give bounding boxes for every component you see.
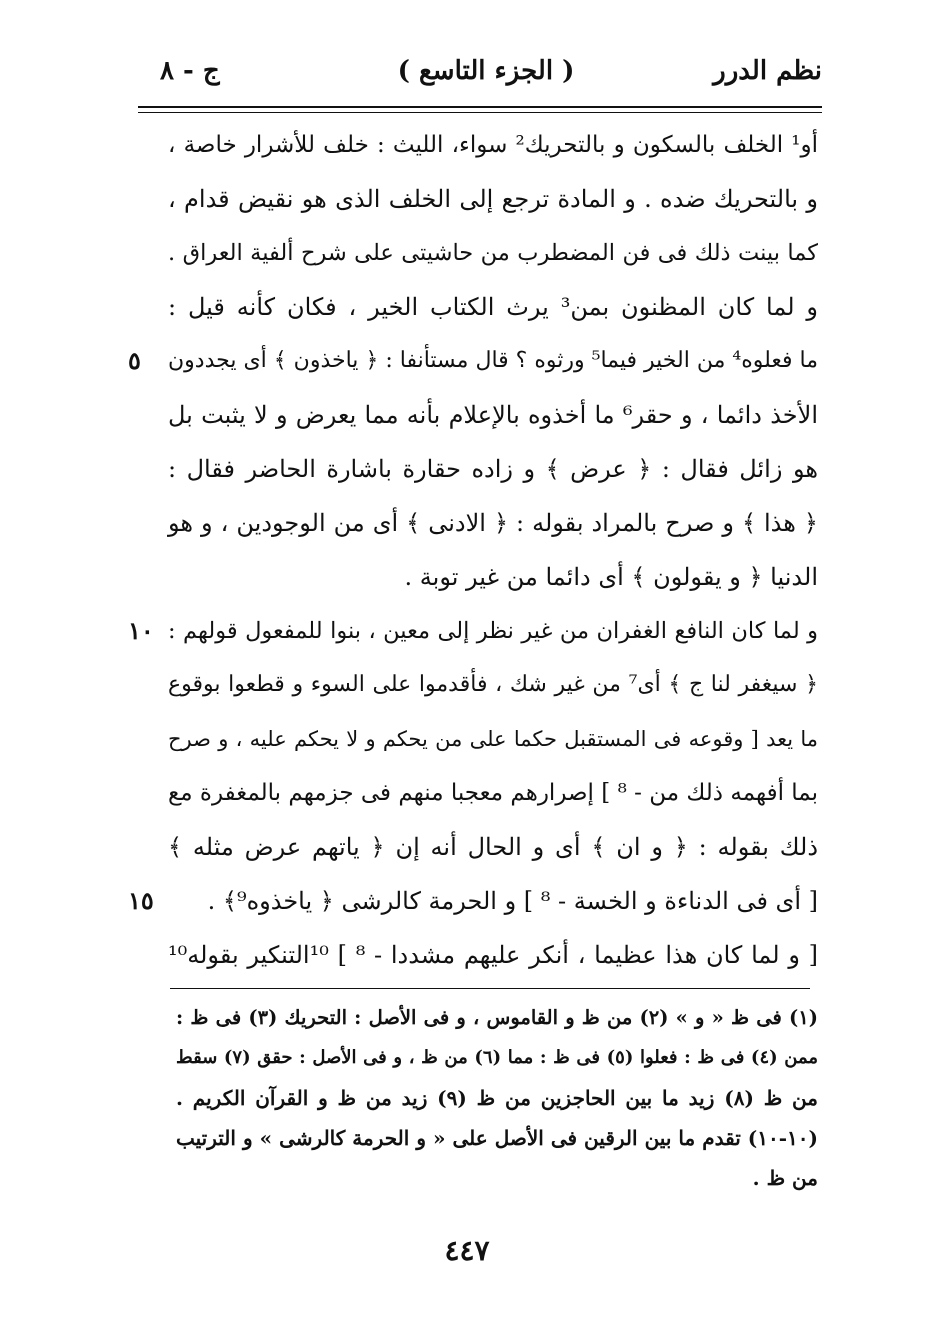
volume-label: ج - ٨ — [160, 56, 220, 86]
text-line: ما فعلوه⁴ من الخير فيما⁵ ورثوه ؟ قال مستأنفا : ﴿ ياخذون ﴾ أى يجددون ٥ — [168, 334, 818, 388]
page-header — [150, 52, 822, 100]
footnote-line: (١) فى ظ « و » (٢) من ظ و القاموس ، و فى الأصل : التحريك (٣) فى ظ : — [176, 1006, 819, 1029]
footnote-rule — [170, 988, 810, 989]
text-line: هو زائل فقال : ﴿ عرض ﴾ و زاده حقارة باشارة الحاضر فقال : — [168, 455, 818, 483]
footnote-line: ممن (٤) فى ظ : فعلوا (٥) فى ظ : مما (٦) من ظ ، و فى الأصل : حقق (٧) سقط — [176, 1047, 818, 1068]
part-title: ( الجزء التاسع ) — [397, 56, 575, 86]
text-line: الدنيا ﴿ و يقولون ﴾ أى دائما من غير توبة . — [404, 563, 818, 591]
text-line: و بالتحريك ضده . و المادة ترجع إلى الخلف الذى هو نقيض قدام ، — [168, 185, 819, 213]
text-line: و لما كان المظنون بمن³ يرث الكتاب الخير ، فكان كأنه قيل : — [168, 293, 818, 321]
text-line: ﴿ سيغفر لنا ج ﴾ أى⁷ من غير شك ، فأقدموا على السوء و قطعوا بوقوع — [168, 672, 818, 697]
header-rule — [138, 106, 822, 113]
line-number: ١٥ — [128, 886, 154, 915]
footnotes — [176, 998, 818, 1198]
page-number: ٤٤٧ — [444, 1234, 490, 1267]
footnote-line: من ظ (٨) زيد ما بين الحاجزين من ظ (٩) زيد من ظ و القرآن الكريم . — [176, 1086, 818, 1110]
footnote-line: من ظ . — [752, 1166, 818, 1190]
text-line: أو¹ الخلف بالسكون و بالتحريك² سواء، الليث : خلف للأشرار خاصة ، — [168, 132, 818, 158]
text-line: كما بينت ذلك فى فن المضطرب من حاشيتى على شرح ألفية العراق . — [168, 240, 818, 266]
text-line: بما أفهمه ذلك من - ⁸ ] إصرارهم معجبا منهم فى جزمهم بالمغفرة مع — [168, 780, 819, 806]
text-line: [ أى فى الدناءة و الخسة - ⁸ ] و الحرمة كالرشى ﴿ ياخذوه⁹﴾ . ١٥ — [168, 874, 818, 928]
body-text — [128, 118, 819, 982]
line-number: ٥ — [128, 346, 141, 375]
footnote-line: (١٠-١٠) تقدم ما بين الرقين فى الأصل على « و الحرمة كالرشى » و الترتيب — [176, 1126, 818, 1150]
text-line: الأخذ دائما ، و حقر⁶ ما أخذوه بالإعلام بأنه مما يعرض و لا يثبت بل — [168, 401, 818, 429]
running-title: نظم الدرر — [713, 56, 822, 86]
text-line: ما يعد [ وقوعه فى المستقبل حكما على من يحكم و لا يحكم عليه ، و صرح — [168, 727, 818, 751]
text-line: ذلك بقوله : ﴿ و ان ﴾ أى و الحال أنه إن ﴿ ياتهم عرض مثله ﴾ — [168, 833, 818, 861]
text-line: [ و لما كان هذا عظيما ، أنكر عليهم مشددا - ⁸ ] ¹⁰التنكير بقوله¹⁰ — [168, 941, 819, 969]
text-line: ﴿ هذا ﴾ و صرح بالمراد بقوله : ﴿ الادنى ﴾ أى من الوجودين ، و هو — [168, 509, 818, 537]
text-line: و لما كان النافع الغفران من غير نظر إلى معين ، بنوا للمفعول قولهم : ١٠ — [168, 604, 818, 658]
line-number: ١٠ — [128, 616, 154, 645]
